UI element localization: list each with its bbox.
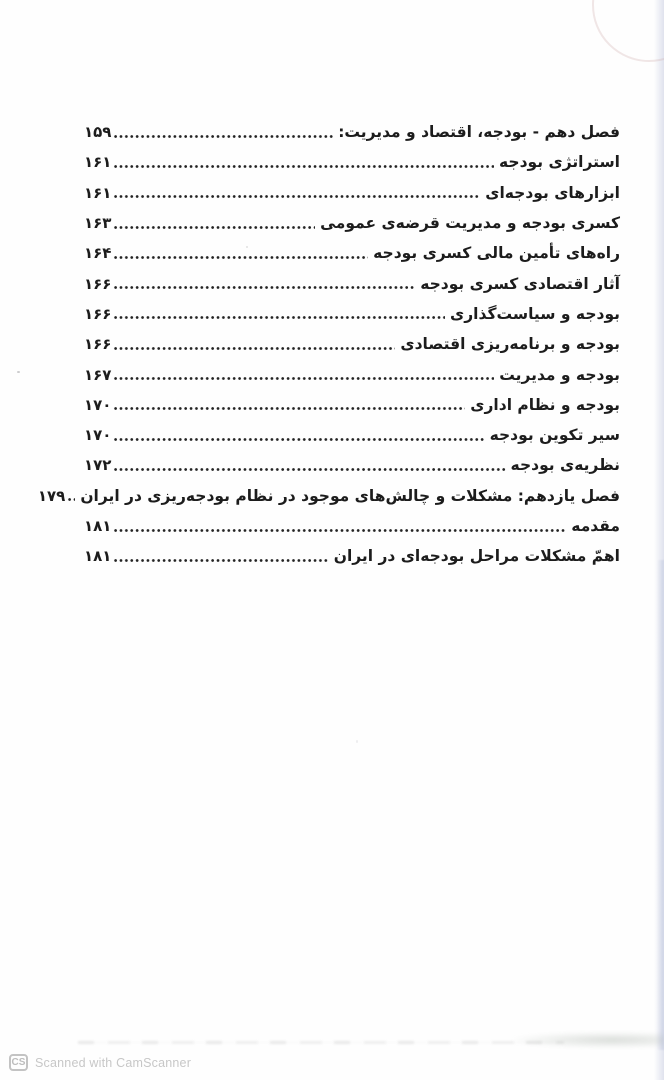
- scan-edge-shadow-right: [654, 0, 664, 1080]
- toc-leader-dots: [113, 467, 505, 472]
- toc-entry-title: مقدمه: [571, 517, 620, 535]
- toc-entry-title: بودجه و مدیریت: [499, 365, 620, 384]
- toc-entry: [84, 420, 620, 450]
- toc-entry: [84, 208, 620, 238]
- toc-leader-dots: [113, 225, 315, 230]
- toc-entry-page-number: ۱۶۳: [84, 214, 112, 233]
- toc-entry-title: کسری بودجه و مدیریت قرضه‌ی عمومی: [320, 214, 620, 233]
- camscanner-watermark-label: Scanned with CamScanner: [35, 1055, 192, 1070]
- scan-bottom-smudge-artifact: [514, 1032, 664, 1048]
- toc-entry-page-number: ۱۶۴: [84, 244, 112, 263]
- toc-entry-page-number: ۱۷۰: [84, 426, 112, 445]
- toc-leader-dots: [113, 194, 480, 199]
- toc-entry: [84, 450, 620, 480]
- camscanner-watermark: [9, 1054, 191, 1071]
- toc-entry-title: ابزارهای بودجه‌ای: [485, 183, 620, 202]
- toc-leader-dots: [113, 346, 395, 351]
- toc-entry: [84, 541, 620, 571]
- toc-entry-page-number: ۱۶۷: [84, 365, 112, 384]
- toc-entry: [84, 359, 620, 389]
- toc-leader-dots: [113, 406, 465, 411]
- toc-leader-dots: [67, 497, 75, 502]
- toc-entry-page-number: ۱۶۱: [84, 153, 112, 172]
- toc-entry-page-number: ۱۶۶: [84, 274, 112, 293]
- toc-entry-title: فصل یازدهم: مشکلات و چالش‌های موجود در نظام بودجه‌ریزی در ایران: [80, 486, 620, 505]
- toc-entry: [84, 268, 620, 298]
- toc-entry-title: نظریه‌ی بودجه: [510, 456, 620, 475]
- toc-entry-page-number: ۱۷۹: [37, 486, 66, 505]
- toc-entry-title: بودجه و سیاست‌گذاری: [450, 304, 620, 323]
- toc-leader-dots: [113, 528, 566, 533]
- toc-leader-dots: [113, 255, 368, 260]
- toc-entry-page-number: ۱۸۱: [84, 547, 112, 566]
- toc-entry: [84, 117, 620, 147]
- toc-leader-dots: [113, 376, 494, 381]
- toc-leader-dots: [113, 134, 333, 139]
- table-of-contents: [37, 117, 620, 571]
- toc-entry-title: بودجه و برنامه‌ریزی اقتصادی: [400, 335, 620, 354]
- toc-entry: [84, 299, 620, 329]
- toc-entry-title: بودجه و نظام اداری: [470, 395, 620, 414]
- toc-entry-page-number: ۱۵۹: [84, 123, 112, 142]
- toc-entry: [84, 178, 620, 208]
- toc-leader-dots: [113, 437, 484, 442]
- toc-leader-dots: [113, 164, 494, 169]
- toc-entry-title: فصل دهم - بودجه، اقتصاد و مدیریت:: [338, 123, 620, 142]
- scan-edge-shadow-right-lower: [657, 560, 664, 1050]
- toc-entry: [84, 511, 620, 541]
- toc-entry: [37, 481, 620, 511]
- camscanner-logo-icon: CS: [9, 1054, 28, 1071]
- toc-entry-page-number: ۱۶۱: [84, 183, 112, 202]
- toc-entry-page-number: ۱۸۱: [84, 517, 112, 535]
- toc-entry-title: راه‌های تأمین مالی کسری بودجه: [373, 244, 620, 263]
- toc-entry-page-number: ۱۶۶: [84, 304, 112, 323]
- toc-leader-dots: [113, 285, 415, 290]
- scan-speck-artifact: [17, 371, 20, 373]
- toc-entry: [84, 329, 620, 359]
- toc-entry: [84, 147, 620, 177]
- toc-entry-page-number: ۱۷۲: [84, 456, 112, 475]
- toc-entry: [84, 238, 620, 268]
- toc-entry-title: سیر تکوین بودجه: [489, 426, 620, 445]
- scan-corner-artifact: [592, 0, 664, 62]
- toc-entry-page-number: ۱۷۰: [84, 395, 112, 414]
- toc-leader-dots: [113, 315, 445, 320]
- toc-entry-title: استراتژی بودجه: [499, 153, 620, 172]
- toc-entry-page-number: ۱۶۶: [84, 335, 112, 354]
- toc-entry-title: آثار اقتصادی کسری بودجه: [420, 274, 620, 293]
- scan-bottom-edge-artifact: [78, 1041, 564, 1044]
- toc-entry: [84, 390, 620, 420]
- toc-entry-title: اهمّ مشکلات مراحل بودجه‌ای در ایران: [333, 547, 620, 566]
- toc-leader-dots: [113, 558, 328, 563]
- scan-speck-artifact: [356, 740, 358, 743]
